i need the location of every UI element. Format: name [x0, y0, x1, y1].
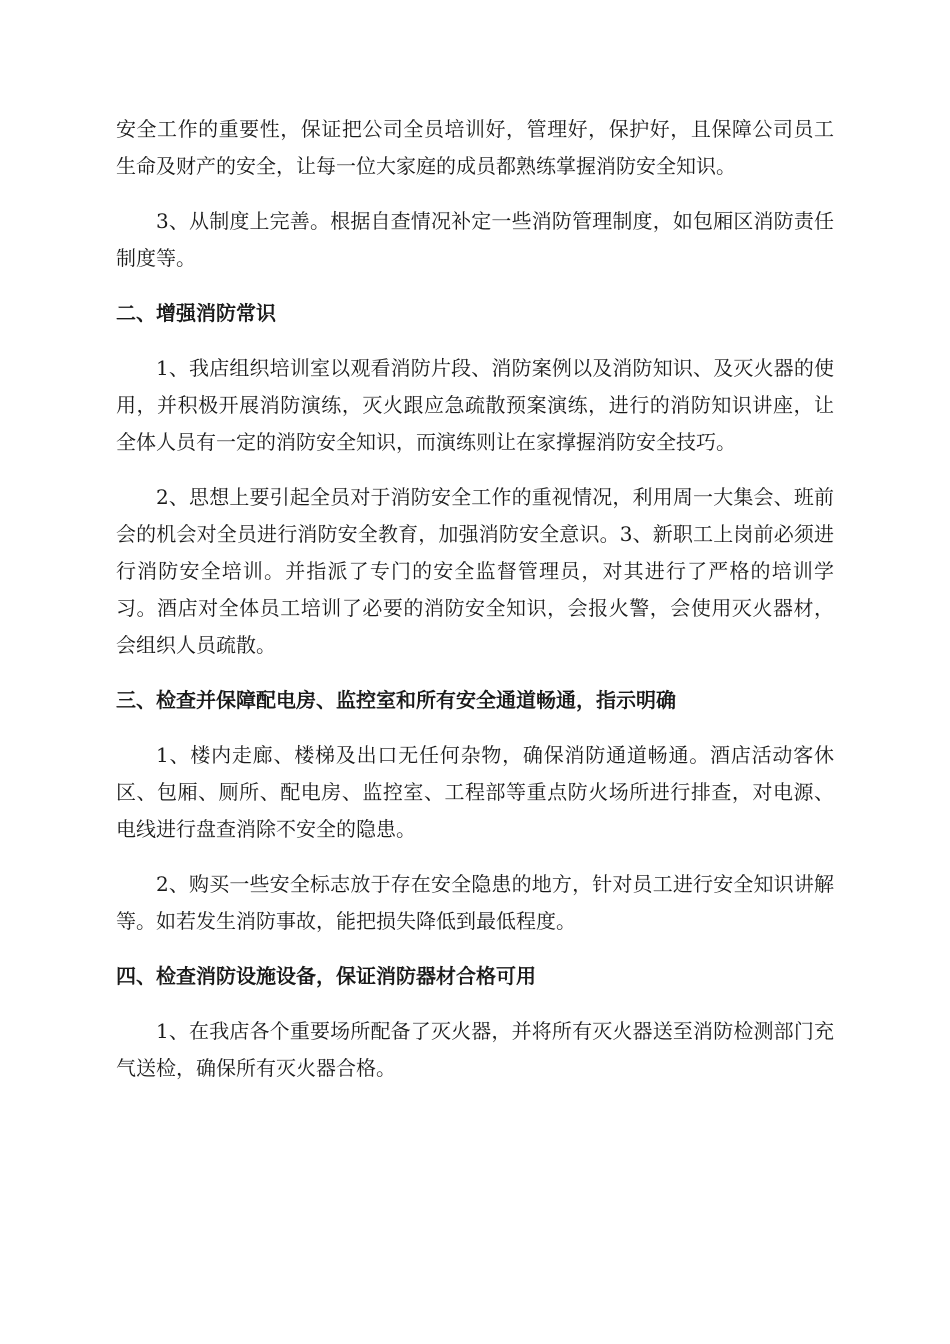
- paragraph-extinguishers: 1、在我店各个重要场所配备了灭火器，并将所有灭火器送至消防检测部门充气送检，确保所有灭火器合格。: [116, 1019, 834, 1080]
- section-heading-4: 四、检查消防设施设备，保证消防器材合格可用: [116, 964, 536, 988]
- paragraph-corridors: 1、楼内走廊、楼梯及出口无任何杂物，确保消防通道畅通。酒店活动客休区、包厢、厕所、配电房、监控室、工程部等重点防火场所进行排查，对电源、电线进行盘查消除不安全的隐患。: [116, 743, 834, 841]
- document-page: [116, 111, 834, 1105]
- paragraph-system-improvement: 3、从制度上完善。根据自查情况补定一些消防管理制度，如包厢区消防责任制度等。: [116, 209, 834, 270]
- paragraph-awareness: 2、思想上要引起全员对于消防安全工作的重视情况，利用周一大集会、班前会的机会对全员进行消防安全教育，加强消防安全意识。3、新职工上岗前必须进行消防安全培训。并指派了专门的安全监督管理员，对其进行了严格的培训学习。酒店对全体员工培训了必要的消防安全知识，会报火警，会使用灭火器材，会组织人员疏散。: [116, 485, 834, 657]
- section-heading-3: 三、检查并保障配电房、监控室和所有安全通道畅通，指示明确: [116, 688, 676, 712]
- section-heading-2: 二、增强消防常识: [116, 301, 276, 325]
- paragraph-safety-signs: 2、购买一些安全标志放于存在安全隐患的地方，针对员工进行安全知识讲解等。如若发生消防事故，能把损失降低到最低程度。: [116, 872, 834, 933]
- paragraph-continuation: 安全工作的重要性，保证把公司全员培训好，管理好，保护好，且保障公司员工生命及财产的安全，让每一位大家庭的成员都熟练掌握消防安全知识。: [116, 117, 834, 178]
- paragraph-training: 1、我店组织培训室以观看消防片段、消防案例以及消防知识、及灭火器的使用，并积极开展消防演练，灭火跟应急疏散预案演练，进行的消防知识讲座，让全体人员有一定的消防安全知识，而演练则让在家撑握消防安全技巧。: [116, 356, 834, 454]
